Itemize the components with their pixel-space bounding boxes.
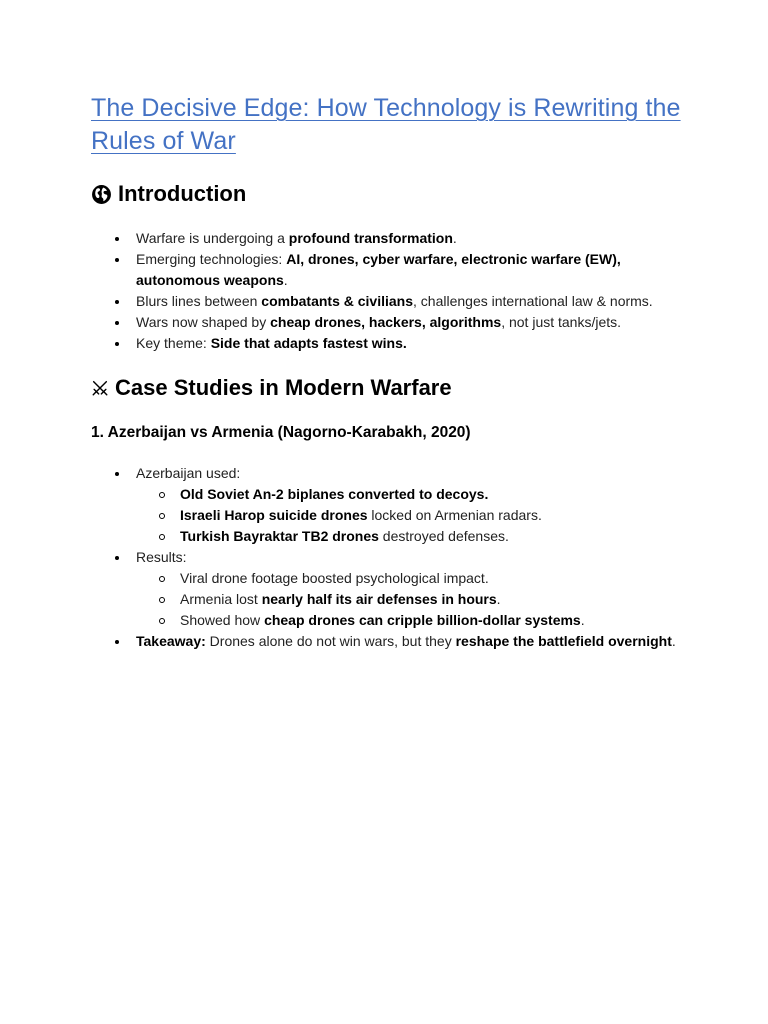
text-run: destroyed defenses. bbox=[378, 528, 509, 544]
bold-text: profound transformation bbox=[288, 230, 453, 246]
text-run: Results: bbox=[136, 549, 187, 565]
text-run: . bbox=[452, 230, 457, 246]
bold-text: combatants & civilians bbox=[261, 293, 414, 309]
case-studies-heading-text: Case Studies in Modern Warfare bbox=[115, 375, 452, 400]
bold-text: Israeli Harop suicide drones bbox=[180, 507, 368, 523]
bold-text: reshape the battlefield overnight bbox=[455, 633, 672, 649]
text-run: , not just tanks/jets. bbox=[501, 314, 622, 330]
case-bullet bbox=[91, 463, 691, 484]
case-sub-bullet bbox=[136, 568, 691, 589]
text-run: . bbox=[580, 612, 585, 628]
intro-bullet bbox=[91, 312, 691, 333]
text-run: Showed how bbox=[180, 612, 265, 628]
case-study-1-list bbox=[91, 463, 691, 652]
globe-icon bbox=[91, 184, 112, 205]
bold-text: Takeaway: bbox=[136, 633, 206, 649]
text-run: . bbox=[283, 272, 288, 288]
text-run: Armenia lost bbox=[180, 591, 262, 607]
sub-list-container bbox=[91, 484, 691, 547]
introduction-list bbox=[91, 228, 691, 354]
case-sub-bullet bbox=[136, 526, 691, 547]
case-studies-heading bbox=[91, 374, 691, 402]
sub-list-container bbox=[91, 568, 691, 631]
text-run: Emerging technologies: bbox=[136, 251, 287, 267]
case-sub-bullet bbox=[136, 589, 691, 610]
case-sub-bullet bbox=[136, 484, 691, 505]
intro-bullet bbox=[91, 249, 691, 291]
case-sub-bullet bbox=[136, 610, 691, 631]
text-run: Azerbaijan used: bbox=[136, 465, 241, 481]
introduction-heading-text: Introduction bbox=[118, 181, 247, 206]
case-sub-bullet bbox=[136, 505, 691, 526]
text-run: Wars now shaped by bbox=[136, 314, 271, 330]
bold-text: Turkish Bayraktar TB2 drones bbox=[180, 528, 379, 544]
introduction-heading bbox=[91, 180, 691, 208]
bold-text: Side that adapts fastest wins. bbox=[210, 335, 407, 351]
bold-text: nearly half its air defenses in hours bbox=[261, 591, 497, 607]
text-run: locked on Armenian radars. bbox=[367, 507, 542, 523]
text-run: Viral drone footage boosted psychological impact. bbox=[180, 570, 489, 586]
document-title[interactable] bbox=[91, 92, 691, 158]
bold-text: cheap drones can cripple billion-dollar systems bbox=[264, 612, 581, 628]
bold-text: cheap drones, hackers, algorithms bbox=[270, 314, 502, 330]
document-page bbox=[91, 92, 691, 652]
text-run: Blurs lines between bbox=[136, 293, 262, 309]
bold-text: Old Soviet An-2 biplanes converted to decoys. bbox=[180, 486, 489, 502]
case-sub-list bbox=[136, 484, 691, 547]
intro-bullet bbox=[91, 228, 691, 249]
case-bullet bbox=[91, 631, 691, 652]
bold-text: AI, drones, cyber warfare, electronic warfare (EW), autonomous weapons bbox=[136, 251, 621, 288]
text-run: . bbox=[496, 591, 501, 607]
case-study-1-heading: 1. Azerbaijan vs Armenia (Nagorno-Karabakh, 2020) bbox=[91, 424, 471, 441]
text-run: , challenges international law & norms. bbox=[413, 293, 653, 309]
text-run: . bbox=[671, 633, 676, 649]
text-run: Key theme: bbox=[136, 335, 211, 351]
intro-bullet bbox=[91, 333, 691, 354]
case-sub-list bbox=[136, 568, 691, 631]
document-title-link[interactable]: The Decisive Edge: How Technology is Rewriting the Rules of War bbox=[91, 94, 681, 155]
text-run: Drones alone do not win wars, but they bbox=[205, 633, 456, 649]
case-bullet bbox=[91, 547, 691, 568]
text-run: Warfare is undergoing a bbox=[136, 230, 289, 246]
crossed-swords-icon bbox=[91, 379, 109, 397]
intro-bullet bbox=[91, 291, 691, 312]
